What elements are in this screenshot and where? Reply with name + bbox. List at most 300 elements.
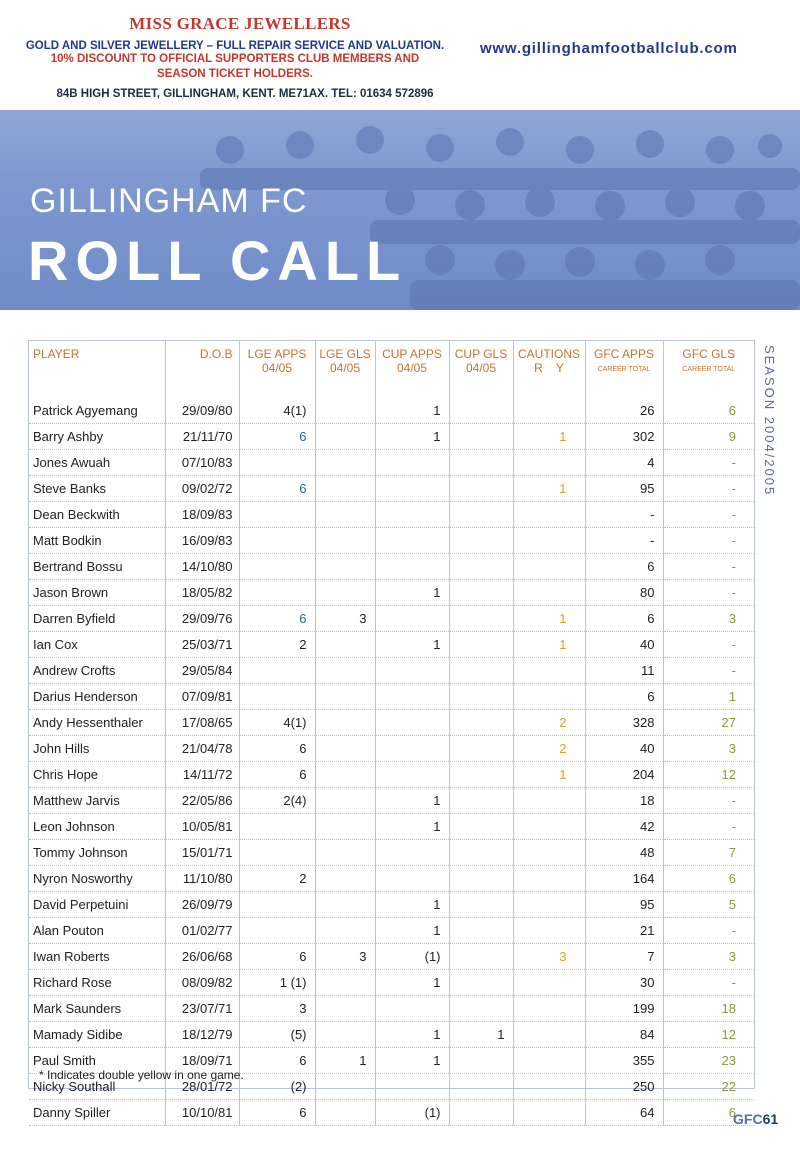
cell-cup-apps (375, 684, 449, 710)
cell-lge-gls (315, 424, 375, 450)
cell-cup-gls (449, 1100, 513, 1126)
cell-cup-apps: 1 (375, 1048, 449, 1074)
cell-lge-apps (239, 580, 315, 606)
cell-dob: 29/05/84 (165, 658, 239, 684)
cell-cautions: 1 (513, 762, 585, 788)
cell-cup-gls (449, 970, 513, 996)
cell-player: Jason Brown (29, 580, 165, 606)
table-row (29, 424, 754, 450)
cell-cautions (513, 1022, 585, 1048)
cell-gfc-gls: - (663, 502, 754, 528)
cell-gfc-apps: 42 (585, 814, 663, 840)
cell-lge-gls (315, 398, 375, 424)
cell-cautions (513, 788, 585, 814)
banner-subtitle: GILLINGHAM FC (30, 182, 308, 220)
cell-gfc-apps: 95 (585, 892, 663, 918)
header-dob: D.O.B (165, 341, 239, 398)
cell-lge-gls (315, 1074, 375, 1100)
cell-gfc-apps: - (585, 502, 663, 528)
header-cup-gls: CUP GLS 04/05 (449, 341, 513, 398)
cell-dob: 16/09/83 (165, 528, 239, 554)
cell-cautions: 1 (513, 476, 585, 502)
cell-gfc-gls: - (663, 814, 754, 840)
cell-player: John Hills (29, 736, 165, 762)
cell-lge-apps: 6 (239, 1100, 315, 1126)
cell-cup-gls (449, 710, 513, 736)
cell-lge-apps (239, 684, 315, 710)
cell-dob: 29/09/76 (165, 606, 239, 632)
cell-cup-apps (375, 476, 449, 502)
advert-title: MISS GRACE JEWELLERS (129, 14, 351, 33)
cell-lge-gls (315, 892, 375, 918)
cell-lge-apps: 6 (239, 606, 315, 632)
cell-cautions (513, 892, 585, 918)
cell-lge-apps: 3 (239, 996, 315, 1022)
cell-player: Mamady Sidibe (29, 1022, 165, 1048)
cell-cautions (513, 502, 585, 528)
cell-cautions: 3 (513, 944, 585, 970)
cell-gfc-gls: 23 (663, 1048, 754, 1074)
cell-gfc-apps: 26 (585, 398, 663, 424)
cell-cup-gls (449, 918, 513, 944)
table-row (29, 632, 754, 658)
cell-lge-gls (315, 814, 375, 840)
cell-cautions (513, 528, 585, 554)
table-row (29, 580, 754, 606)
cell-cup-gls (449, 1074, 513, 1100)
cell-player: Richard Rose (29, 970, 165, 996)
cell-cup-apps (375, 528, 449, 554)
cell-cup-gls (449, 606, 513, 632)
cell-player: Alan Pouton (29, 918, 165, 944)
cell-lge-apps (239, 918, 315, 944)
cell-gfc-gls: - (663, 658, 754, 684)
cell-lge-apps: 6 (239, 424, 315, 450)
cell-dob: 21/11/70 (165, 424, 239, 450)
cell-gfc-apps: 48 (585, 840, 663, 866)
cell-gfc-apps: 7 (585, 944, 663, 970)
cell-player: Iwan Roberts (29, 944, 165, 970)
cell-lge-apps: 4(1) (239, 398, 315, 424)
cell-gfc-gls: - (663, 528, 754, 554)
cell-lge-apps: 2 (239, 866, 315, 892)
cell-gfc-gls: 12 (663, 1022, 754, 1048)
table-row (29, 840, 754, 866)
cell-cup-apps: 1 (375, 580, 449, 606)
cell-cup-gls (449, 450, 513, 476)
cell-cup-apps (375, 996, 449, 1022)
cell-gfc-apps: 30 (585, 970, 663, 996)
cell-dob: 17/08/65 (165, 710, 239, 736)
table-row (29, 528, 754, 554)
cell-cup-gls (449, 580, 513, 606)
cell-cautions (513, 554, 585, 580)
cell-cup-apps: 1 (375, 788, 449, 814)
cell-cup-apps (375, 554, 449, 580)
table-row (29, 892, 754, 918)
cell-gfc-gls: - (663, 970, 754, 996)
cell-lge-gls (315, 502, 375, 528)
cell-cautions: 1 (513, 606, 585, 632)
cell-cup-apps: 1 (375, 814, 449, 840)
cell-lge-gls (315, 840, 375, 866)
cell-gfc-gls: 9 (663, 424, 754, 450)
cell-cautions (513, 996, 585, 1022)
table-row (29, 996, 754, 1022)
cell-lge-gls (315, 632, 375, 658)
header-gfc-gls: GFC GLS CAREER TOTAL (663, 341, 754, 398)
cell-cup-gls (449, 684, 513, 710)
advert-discount-1: 10% DISCOUNT TO OFFICIAL SUPPORTERS CLUB MEMBERS AND (50, 53, 420, 65)
cell-cautions: 2 (513, 736, 585, 762)
cell-cup-gls (449, 398, 513, 424)
cell-lge-apps: 2 (239, 632, 315, 658)
cell-dob: 26/09/79 (165, 892, 239, 918)
table-row (29, 788, 754, 814)
header-cup-apps: CUP APPS 04/05 (375, 341, 449, 398)
cell-lge-gls (315, 450, 375, 476)
cell-dob: 07/10/83 (165, 450, 239, 476)
table-row (29, 710, 754, 736)
cell-player: Patrick Agyemang (29, 398, 165, 424)
cell-cautions (513, 580, 585, 606)
cell-lge-apps (239, 658, 315, 684)
cell-cup-apps: 1 (375, 1022, 449, 1048)
cell-cautions (513, 814, 585, 840)
cell-lge-gls (315, 528, 375, 554)
cell-dob: 08/09/82 (165, 970, 239, 996)
cell-gfc-gls: 6 (663, 866, 754, 892)
table-row (29, 450, 754, 476)
cell-lge-gls (315, 866, 375, 892)
cell-cup-apps (375, 762, 449, 788)
cell-cautions: 2 (513, 710, 585, 736)
cell-player: Barry Ashby (29, 424, 165, 450)
cell-lge-gls (315, 1022, 375, 1048)
advert-discount-2: SEASON TICKET HOLDERS. (157, 68, 313, 80)
table-row (29, 398, 754, 424)
cell-cautions (513, 450, 585, 476)
cell-cautions (513, 398, 585, 424)
season-label: SEASON 2004/2005 (762, 345, 777, 497)
cell-dob: 29/09/80 (165, 398, 239, 424)
cell-player: Matthew Jarvis (29, 788, 165, 814)
cell-gfc-apps: 40 (585, 736, 663, 762)
cell-gfc-gls: 3 (663, 736, 754, 762)
table-header-row (29, 341, 754, 398)
cell-lge-apps: 6 (239, 1048, 315, 1074)
cell-cup-apps: (1) (375, 944, 449, 970)
cell-lge-gls (315, 788, 375, 814)
cell-lge-apps: 6 (239, 762, 315, 788)
cell-lge-gls (315, 554, 375, 580)
cell-gfc-apps: 6 (585, 554, 663, 580)
cell-dob: 11/10/80 (165, 866, 239, 892)
cell-lge-apps: 6 (239, 476, 315, 502)
cell-gfc-apps: 164 (585, 866, 663, 892)
cell-cup-gls (449, 632, 513, 658)
cell-lge-gls (315, 476, 375, 502)
cell-player: Leon Johnson (29, 814, 165, 840)
cell-lge-apps: (5) (239, 1022, 315, 1048)
table-row (29, 736, 754, 762)
cell-player: Matt Bodkin (29, 528, 165, 554)
cell-cautions (513, 840, 585, 866)
cell-cup-apps (375, 606, 449, 632)
cell-lge-apps: (2) (239, 1074, 315, 1100)
cell-lge-apps: 6 (239, 944, 315, 970)
cell-gfc-apps: 302 (585, 424, 663, 450)
cell-cup-apps: 1 (375, 632, 449, 658)
cell-player: Darius Henderson (29, 684, 165, 710)
cell-cup-gls (449, 866, 513, 892)
cell-cup-gls (449, 892, 513, 918)
cell-dob: 21/04/78 (165, 736, 239, 762)
table-row (29, 944, 754, 970)
cell-dob: 18/05/82 (165, 580, 239, 606)
cell-dob: 18/12/79 (165, 1022, 239, 1048)
roll-call-banner (0, 110, 800, 310)
cell-lge-gls (315, 658, 375, 684)
cell-gfc-apps: 84 (585, 1022, 663, 1048)
cell-lge-gls (315, 996, 375, 1022)
cell-cup-apps (375, 736, 449, 762)
cell-dob: 10/10/81 (165, 1100, 239, 1126)
cell-gfc-gls: 12 (663, 762, 754, 788)
cell-player: Paul Smith (29, 1048, 165, 1074)
cell-cup-gls (449, 788, 513, 814)
cell-gfc-apps: 250 (585, 1074, 663, 1100)
header-gfc-apps: GFC APPS CAREER TOTAL (585, 341, 663, 398)
cell-cup-gls (449, 1048, 513, 1074)
advert-services: GOLD AND SILVER JEWELLERY – FULL REPAIR SERVICE AND VALUATION. (25, 40, 445, 52)
cell-gfc-gls: - (663, 580, 754, 606)
cell-player: Darren Byfield (29, 606, 165, 632)
cell-gfc-gls: 6 (663, 1100, 754, 1126)
cell-dob: 23/07/71 (165, 996, 239, 1022)
cell-cup-gls (449, 762, 513, 788)
cell-gfc-apps: 18 (585, 788, 663, 814)
cell-lge-gls (315, 970, 375, 996)
table-row (29, 866, 754, 892)
cell-lge-gls: 3 (315, 606, 375, 632)
cell-player: Chris Hope (29, 762, 165, 788)
cell-dob: 07/09/81 (165, 684, 239, 710)
cell-cup-apps: (1) (375, 1100, 449, 1126)
cell-cup-apps (375, 658, 449, 684)
cell-lge-gls (315, 762, 375, 788)
cell-gfc-gls: 3 (663, 606, 754, 632)
cell-dob: 01/02/77 (165, 918, 239, 944)
cell-cup-gls (449, 476, 513, 502)
cell-player: Andy Hessenthaler (29, 710, 165, 736)
cell-gfc-apps: - (585, 528, 663, 554)
cell-cautions (513, 866, 585, 892)
cell-player: Tommy Johnson (29, 840, 165, 866)
cell-dob: 18/09/71 (165, 1048, 239, 1074)
header-lge-gls: LGE GLS 04/05 (315, 341, 375, 398)
cell-lge-gls (315, 710, 375, 736)
table-row (29, 918, 754, 944)
cell-player: Andrew Crofts (29, 658, 165, 684)
cell-cautions (513, 658, 585, 684)
page-number: GFC61 (733, 1111, 779, 1127)
table-row (29, 970, 754, 996)
cell-cautions: 1 (513, 632, 585, 658)
cell-gfc-gls: 1 (663, 684, 754, 710)
cell-dob: 26/06/68 (165, 944, 239, 970)
cell-cup-apps (375, 866, 449, 892)
table-row (29, 476, 754, 502)
cell-gfc-gls: 27 (663, 710, 754, 736)
cell-lge-apps (239, 528, 315, 554)
cell-player: Jones Awuah (29, 450, 165, 476)
cell-player: David Perpetuini (29, 892, 165, 918)
cell-cautions (513, 1048, 585, 1074)
header-player: PLAYER (33, 347, 80, 361)
cell-player: Danny Spiller (29, 1100, 165, 1126)
cell-cautions: 1 (513, 424, 585, 450)
table-row (29, 502, 754, 528)
cell-gfc-gls: 3 (663, 944, 754, 970)
cell-cautions (513, 1100, 585, 1126)
table-row (29, 762, 754, 788)
cell-cup-apps: 1 (375, 918, 449, 944)
cell-lge-gls: 3 (315, 944, 375, 970)
cell-gfc-apps: 4 (585, 450, 663, 476)
cell-gfc-gls: 5 (663, 892, 754, 918)
cell-lge-apps (239, 502, 315, 528)
cell-gfc-gls: - (663, 450, 754, 476)
cell-cup-apps (375, 710, 449, 736)
cell-cup-apps (375, 1074, 449, 1100)
cell-lge-apps: 2(4) (239, 788, 315, 814)
table-row (29, 1100, 754, 1126)
cell-cup-gls (449, 840, 513, 866)
table-row (29, 814, 754, 840)
header-lge-apps: LGE APPS 04/05 (239, 341, 315, 398)
cell-lge-gls (315, 684, 375, 710)
cell-gfc-gls: - (663, 632, 754, 658)
cell-dob: 28/01/72 (165, 1074, 239, 1100)
cell-gfc-gls: - (663, 554, 754, 580)
cell-dob: 15/01/71 (165, 840, 239, 866)
cell-cup-gls (449, 814, 513, 840)
cell-gfc-apps: 328 (585, 710, 663, 736)
cell-cup-apps: 1 (375, 892, 449, 918)
cell-dob: 10/05/81 (165, 814, 239, 840)
cell-cup-apps (375, 840, 449, 866)
cell-dob: 14/10/80 (165, 554, 239, 580)
cell-gfc-gls: - (663, 788, 754, 814)
cell-gfc-apps: 6 (585, 684, 663, 710)
cell-gfc-gls: - (663, 918, 754, 944)
table-row (29, 1022, 754, 1048)
cell-gfc-gls: 7 (663, 840, 754, 866)
jeweller-advert (0, 14, 470, 100)
cell-gfc-apps: 64 (585, 1100, 663, 1126)
cell-cup-gls (449, 996, 513, 1022)
cell-player: Ian Cox (29, 632, 165, 658)
cell-lge-apps: 1 (1) (239, 970, 315, 996)
cell-dob: 14/11/72 (165, 762, 239, 788)
cell-cup-apps: 1 (375, 424, 449, 450)
cell-gfc-gls: - (663, 476, 754, 502)
cell-cautions (513, 684, 585, 710)
cell-gfc-apps: 11 (585, 658, 663, 684)
cell-lge-gls (315, 918, 375, 944)
cell-gfc-apps: 199 (585, 996, 663, 1022)
cell-gfc-apps: 80 (585, 580, 663, 606)
cell-gfc-apps: 21 (585, 918, 663, 944)
cell-cup-gls (449, 736, 513, 762)
cell-cup-gls (449, 424, 513, 450)
cell-gfc-gls: 6 (663, 398, 754, 424)
cell-player: Nyron Nosworthy (29, 866, 165, 892)
cell-gfc-apps: 6 (585, 606, 663, 632)
cell-cautions (513, 918, 585, 944)
cell-lge-apps (239, 814, 315, 840)
cell-dob: 22/05/86 (165, 788, 239, 814)
cell-dob: 25/03/71 (165, 632, 239, 658)
cell-lge-apps (239, 450, 315, 476)
cell-lge-apps (239, 840, 315, 866)
cell-lge-gls (315, 1100, 375, 1126)
cell-lge-gls: 1 (315, 1048, 375, 1074)
cell-cautions (513, 970, 585, 996)
table-row (29, 606, 754, 632)
cell-cup-gls (449, 944, 513, 970)
table-row (29, 554, 754, 580)
cell-gfc-apps: 204 (585, 762, 663, 788)
cell-dob: 09/02/72 (165, 476, 239, 502)
cell-cup-gls (449, 658, 513, 684)
header-cautions: CAUTIONS R Y (513, 341, 585, 398)
cell-cup-gls (449, 528, 513, 554)
table-row (29, 658, 754, 684)
cell-cup-apps: 1 (375, 970, 449, 996)
cell-player: Dean Beckwith (29, 502, 165, 528)
club-website-link[interactable]: www.gillinghamfootballclub.com (480, 40, 738, 57)
cell-gfc-apps: 40 (585, 632, 663, 658)
table-row (29, 684, 754, 710)
cell-gfc-gls: 18 (663, 996, 754, 1022)
cell-dob: 18/09/83 (165, 502, 239, 528)
cell-lge-apps (239, 554, 315, 580)
cell-gfc-gls: 22 (663, 1074, 754, 1100)
cell-cup-apps: 1 (375, 398, 449, 424)
cell-lge-apps: 4(1) (239, 710, 315, 736)
cell-cup-gls (449, 502, 513, 528)
cell-gfc-apps: 355 (585, 1048, 663, 1074)
cell-gfc-apps: 95 (585, 476, 663, 502)
advert-address: 84B HIGH STREET, GILLINGHAM, KENT. ME71AX. TEL: 01634 572896 (56, 88, 434, 100)
banner-title: ROLL CALL (28, 229, 408, 292)
cell-player: Nicky Southall (29, 1074, 165, 1100)
cell-cautions (513, 1074, 585, 1100)
cell-player: Bertrand Bossu (29, 554, 165, 580)
roll-call-table (28, 340, 755, 1120)
cell-lge-apps: 6 (239, 736, 315, 762)
cell-cup-gls: 1 (449, 1022, 513, 1048)
cell-player: Steve Banks (29, 476, 165, 502)
footnote: * Indicates double yellow in one game. (39, 1068, 244, 1082)
cell-lge-apps (239, 892, 315, 918)
cell-player: Mark Saunders (29, 996, 165, 1022)
cell-cup-apps (375, 450, 449, 476)
cell-cup-apps (375, 502, 449, 528)
cell-cup-gls (449, 554, 513, 580)
